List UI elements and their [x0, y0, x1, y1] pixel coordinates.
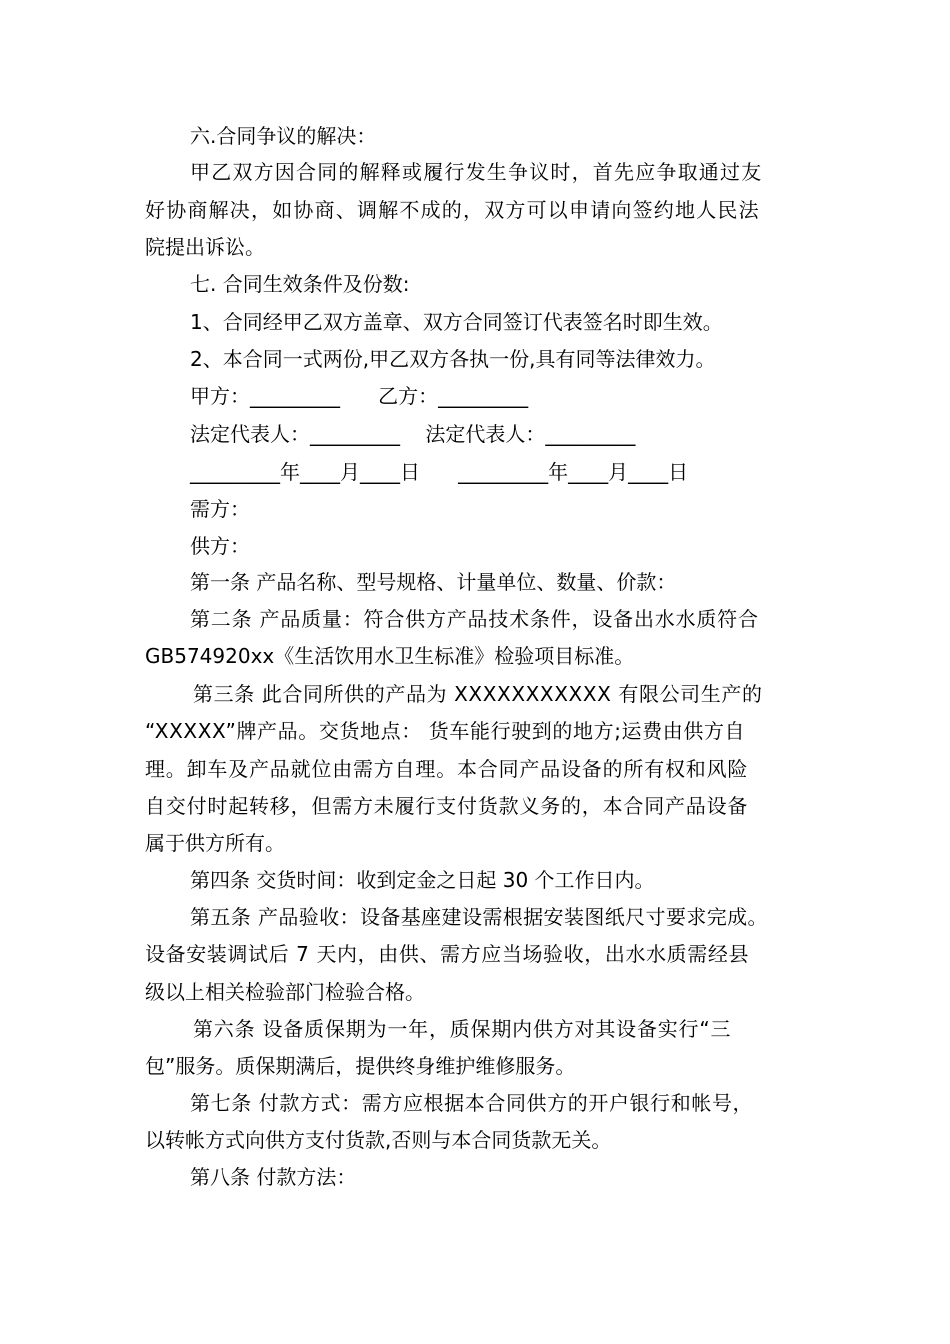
paragraph-line: 甲乙双方因合同的解释或履行发生争议时，首先应争取通过友 — [190, 160, 763, 184]
party-label: 供方： — [190, 534, 250, 558]
paragraph-line: 属于供方所有。 — [145, 831, 285, 855]
signature-line-parties: 甲方：_________ 乙方：_________ — [190, 384, 529, 408]
paragraph-line: 院提出诉讼。 — [145, 235, 265, 259]
paragraph-line: 第三条 此合同所供的产品为 XXXXXXXXXXX 有限公司生产的 — [193, 682, 763, 706]
paragraph-line: 第四条 交货时间：收到定金之日起 30 个工作日内。 — [190, 868, 655, 892]
paragraph-line: “XXXXX”牌产品。交货地点： 货车能行驶到的地方;运费由供方自 — [145, 719, 746, 743]
paragraph-line: 第七条 付款方式：需方应根据本合同供方的开户银行和帐号， — [190, 1091, 754, 1115]
section-heading: 七. 合同生效条件及份数: — [190, 272, 410, 296]
paragraph-line: GB574920xx《生活饮用水卫生标准》检验项目标准。 — [145, 644, 635, 668]
paragraph-line: 级以上相关检验部门检验合格。 — [145, 980, 425, 1004]
signature-line-dates: _________年____月____日 _________年____月____日 — [190, 460, 689, 484]
paragraph-line: 第五条 产品验收：设备基座建设需根据安装图纸尺寸要求完成。 — [190, 905, 768, 929]
article-heading: 第一条 产品名称、型号规格、计量单位、数量、价款： — [190, 570, 677, 594]
paragraph-line: 好协商解决，如协商、调解不成的，双方可以申请向签约地人民法 — [145, 198, 760, 222]
party-label: 需方： — [190, 497, 250, 521]
signature-line-representatives: 法定代表人：_________ 法定代表人：_________ — [190, 422, 636, 446]
paragraph-line: 第二条 产品质量：符合供方产品技术条件，设备出水水质符合 — [190, 607, 759, 631]
paragraph-line: 自交付时起转移，但需方未履行支付货款义务的，本合同产品设备 — [145, 794, 749, 818]
paragraph-line: 以转帐方式向供方支付货款,否则与本合同货款无关。 — [145, 1128, 612, 1152]
paragraph-line: 理。卸车及产品就位由需方自理。本合同产品设备的所有权和风险 — [145, 757, 749, 781]
paragraph-line: 2、本合同一式两份,甲乙双方各执一份,具有同等法律效力。 — [190, 347, 716, 371]
paragraph-line: 1、合同经甲乙双方盖章、双方合同签订代表签名时即生效。 — [190, 310, 723, 334]
section-heading: 六.合同争议的解决： — [190, 124, 377, 148]
paragraph-line: 第六条 设备质保期为一年，质保期内供方对其设备实行“三 — [193, 1017, 732, 1041]
paragraph-line: 设备安装调试后 7 天内，由供、需方应当场验收，出水水质需经县 — [145, 942, 750, 966]
paragraph-line: 包”服务。质保期满后，提供终身维护维修服务。 — [145, 1054, 576, 1078]
article-heading: 第八条 付款方法： — [190, 1165, 357, 1189]
